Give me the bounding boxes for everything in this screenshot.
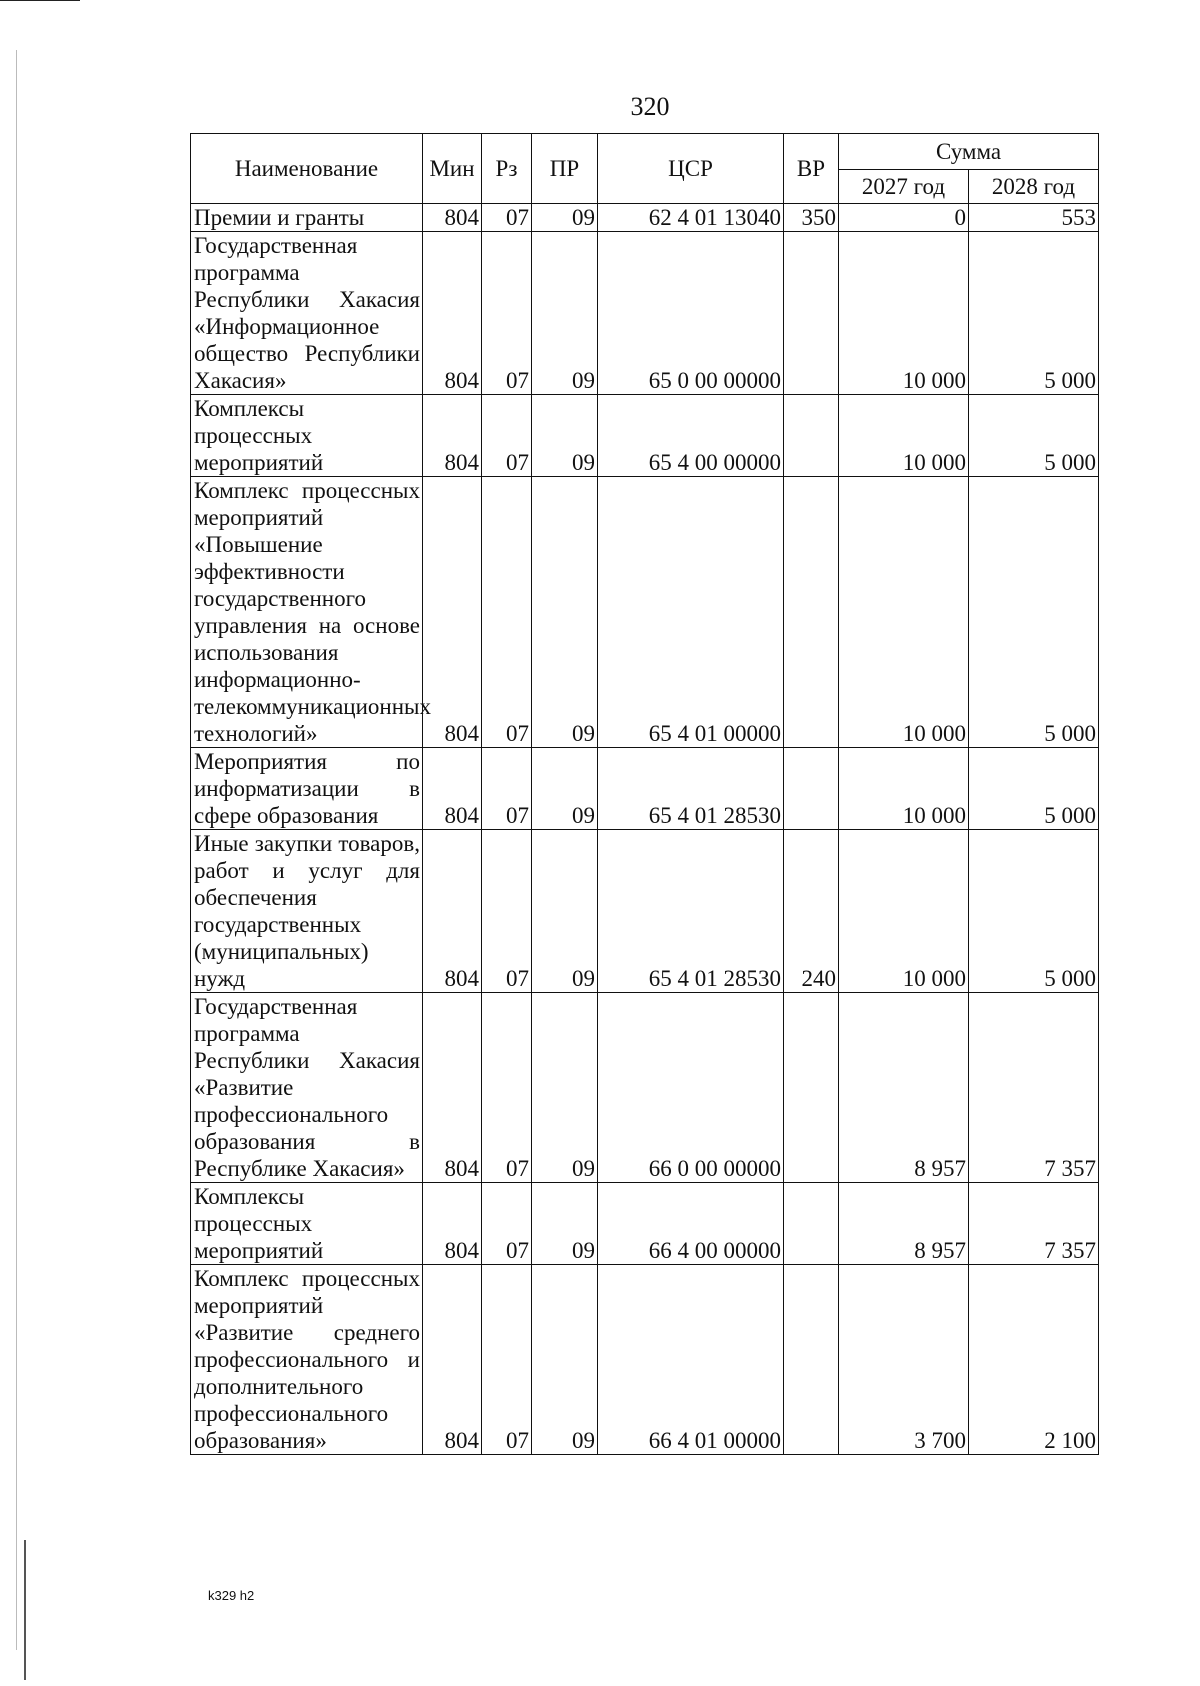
cell-rz: 07 [482, 748, 532, 830]
table-row [191, 748, 1099, 830]
cell-2028: 5 000 [969, 748, 1099, 830]
cell-vr: 240 [784, 830, 839, 993]
cell-name: Иные закупки товаров, работ и услуг для обеспечения государственных (муниципальных) нужд [191, 830, 423, 993]
cell-2027: 10 000 [839, 477, 969, 748]
cell-csr: 62 4 01 13040 [598, 204, 784, 232]
table-row [191, 993, 1099, 1183]
cell-2028: 5 000 [969, 395, 1099, 477]
cell-csr: 65 4 00 00000 [598, 395, 784, 477]
cell-2028: 5 000 [969, 232, 1099, 395]
cell-2028: 2 100 [969, 1265, 1099, 1455]
scan-artifact-edge [16, 50, 17, 1650]
cell-pr: 09 [532, 748, 598, 830]
cell-pr: 09 [532, 232, 598, 395]
cell-2027: 3 700 [839, 1265, 969, 1455]
cell-csr: 66 4 01 00000 [598, 1265, 784, 1455]
header-name: Наименование [191, 134, 423, 204]
cell-pr: 09 [532, 204, 598, 232]
cell-vr [784, 477, 839, 748]
cell-min: 804 [423, 395, 482, 477]
cell-rz: 07 [482, 204, 532, 232]
cell-2028: 7 357 [969, 1183, 1099, 1265]
table-row [191, 830, 1099, 993]
cell-csr: 65 0 00 00000 [598, 232, 784, 395]
cell-vr [784, 993, 839, 1183]
cell-2027: 10 000 [839, 830, 969, 993]
cell-name: Мероприятия по информатизации в сфере образования [191, 748, 423, 830]
cell-csr: 66 0 00 00000 [598, 993, 784, 1183]
cell-pr: 09 [532, 1265, 598, 1455]
cell-name: Комплекс процессных мероприятий «Развитие среднего профессионального и дополнительного профессионального образования» [191, 1265, 423, 1455]
cell-name: Комплекс процессных мероприятий «Повышение эффективности государственного управления на основе использования информационно-телекоммуникационных технологий» [191, 477, 423, 748]
cell-pr: 09 [532, 395, 598, 477]
cell-name: Государственная программа Республики Хакасия «Развитие профессионального образования в Республике Хакасия» [191, 993, 423, 1183]
cell-min: 804 [423, 204, 482, 232]
cell-rz: 07 [482, 1183, 532, 1265]
cell-vr [784, 1183, 839, 1265]
header-year-2028: 2028 год [969, 170, 1099, 204]
cell-rz: 07 [482, 232, 532, 395]
header-min: Мин [423, 134, 482, 204]
cell-2027: 10 000 [839, 748, 969, 830]
cell-min: 804 [423, 993, 482, 1183]
cell-min: 804 [423, 477, 482, 748]
table-body [191, 204, 1099, 1455]
cell-min: 804 [423, 830, 482, 993]
cell-vr [784, 232, 839, 395]
cell-csr: 66 4 00 00000 [598, 1183, 784, 1265]
cell-name: Комплексы процессных мероприятий [191, 1183, 423, 1265]
cell-min: 804 [423, 748, 482, 830]
scan-artifact-edge-dark [24, 1540, 26, 1680]
cell-name: Государственная программа Республики Хакасия «Информационное общество Республики Хакасия» [191, 232, 423, 395]
cell-name: Комплексы процессных мероприятий [191, 395, 423, 477]
header-vr: ВР [784, 134, 839, 204]
cell-min: 804 [423, 1183, 482, 1265]
header-rz: Рз [482, 134, 532, 204]
scan-artifact-line [0, 0, 80, 1]
page-number: 320 [630, 92, 670, 121]
footer-code: k329 h2 [208, 1588, 255, 1603]
cell-name: Премии и гранты [191, 204, 423, 232]
table-row [191, 477, 1099, 748]
cell-rz: 07 [482, 395, 532, 477]
header-year-2027: 2027 год [839, 170, 969, 204]
table-row [191, 395, 1099, 477]
cell-pr: 09 [532, 830, 598, 993]
cell-rz: 07 [482, 477, 532, 748]
cell-2028: 553 [969, 204, 1099, 232]
cell-csr: 65 4 01 28530 [598, 830, 784, 993]
header-sum: Сумма [839, 134, 1099, 170]
cell-2028: 5 000 [969, 830, 1099, 993]
cell-2027: 10 000 [839, 395, 969, 477]
table-row [191, 204, 1099, 232]
cell-2027: 10 000 [839, 232, 969, 395]
table-row [191, 232, 1099, 395]
cell-rz: 07 [482, 830, 532, 993]
cell-pr: 09 [532, 993, 598, 1183]
cell-csr: 65 4 01 28530 [598, 748, 784, 830]
cell-vr [784, 395, 839, 477]
cell-pr: 09 [532, 477, 598, 748]
cell-2027: 8 957 [839, 993, 969, 1183]
table-row [191, 1265, 1099, 1455]
cell-2027: 8 957 [839, 1183, 969, 1265]
cell-2028: 7 357 [969, 993, 1099, 1183]
header-csr: ЦСР [598, 134, 784, 204]
cell-min: 804 [423, 1265, 482, 1455]
cell-min: 804 [423, 232, 482, 395]
cell-2027: 0 [839, 204, 969, 232]
cell-rz: 07 [482, 993, 532, 1183]
cell-vr [784, 1265, 839, 1455]
cell-2028: 5 000 [969, 477, 1099, 748]
header-pr: ПР [532, 134, 598, 204]
cell-csr: 65 4 01 00000 [598, 477, 784, 748]
cell-rz: 07 [482, 1265, 532, 1455]
cell-vr: 350 [784, 204, 839, 232]
cell-pr: 09 [532, 1183, 598, 1265]
cell-vr [784, 748, 839, 830]
budget-table [190, 133, 1099, 1455]
table-row [191, 1183, 1099, 1265]
